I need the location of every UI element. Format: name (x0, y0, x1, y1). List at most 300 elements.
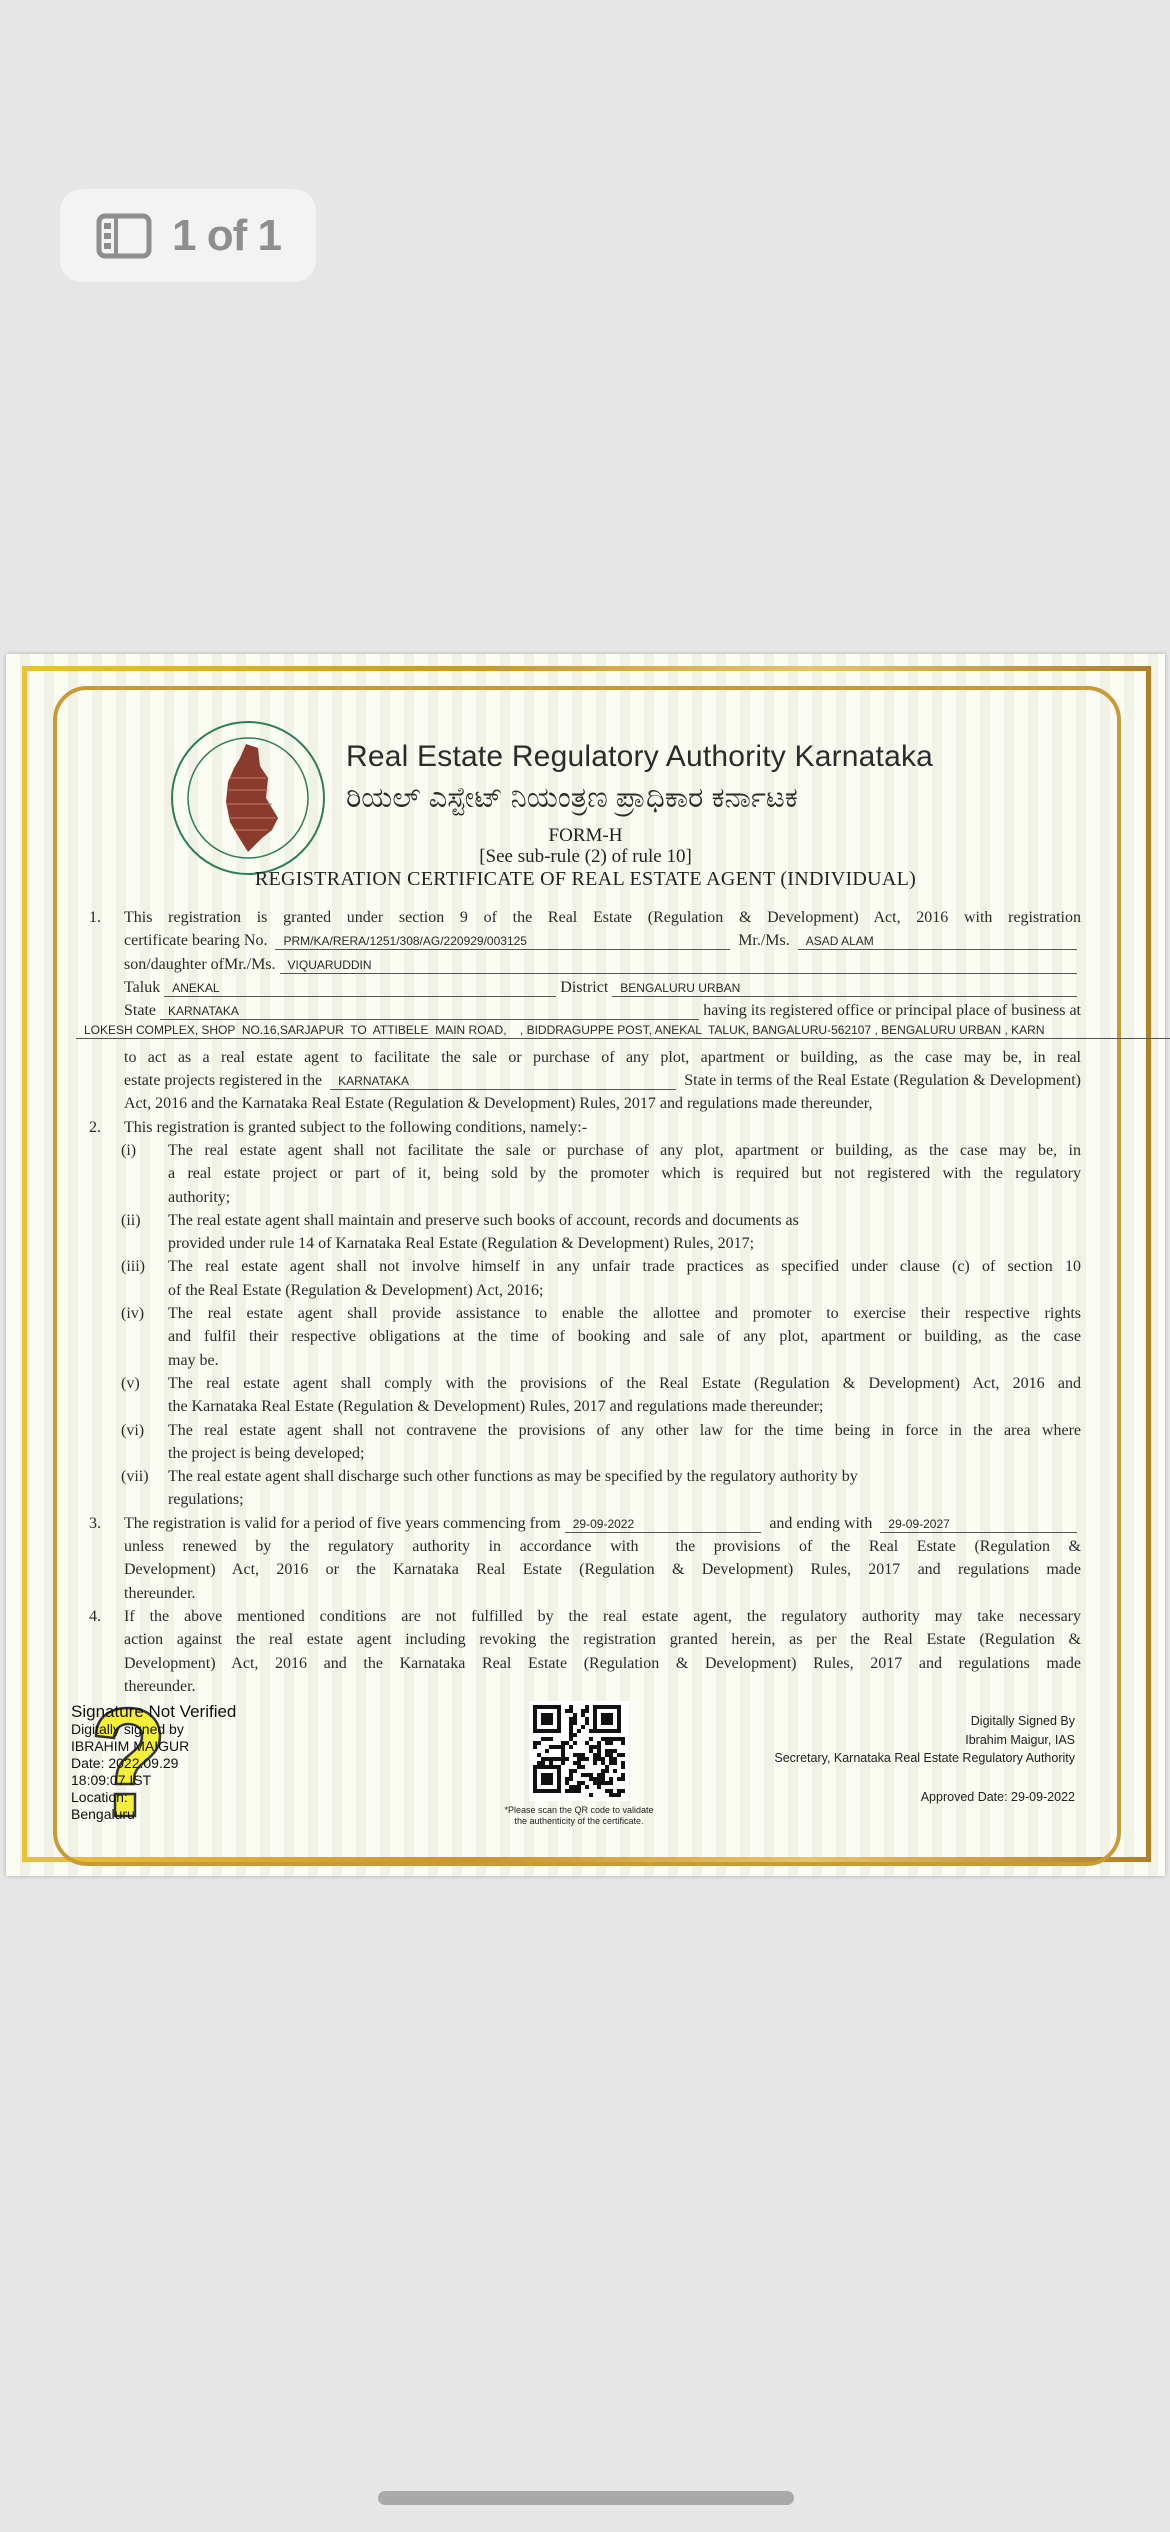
qr-module (605, 1789, 609, 1793)
text-segment: The registration is valid for a period of five years commencing from (124, 1514, 561, 1532)
certificate-line (6, 1349, 1165, 1372)
qr-module (533, 1741, 537, 1745)
condition-numeral: (vi) (121, 1421, 145, 1439)
qr-module (609, 1741, 613, 1745)
qr-module (581, 1709, 585, 1713)
qr-module (573, 1769, 577, 1773)
qr-module (569, 1725, 573, 1729)
qr-module (601, 1769, 605, 1773)
qr-module (573, 1741, 577, 1745)
text-segment: authority; (168, 1188, 231, 1206)
text-segment: action against the real estate agent including revoking the registration granted herein, as per the Real Estate (Regulation & (124, 1631, 1081, 1649)
certificate-line (6, 1092, 1165, 1115)
qr-module (569, 1745, 573, 1749)
qr-module (605, 1765, 609, 1769)
signature-line: Location: (71, 1789, 128, 1805)
filled-field: 29-09-2027 (880, 1516, 1077, 1533)
text-segment: Development) Act, 2016 and the Karnataka Real Estate (Regulation & Development) Rules, 2017 and regulations made (124, 1654, 1081, 1672)
qr-module (601, 1713, 613, 1725)
certificate-line (6, 906, 1165, 929)
certificate-line (6, 1372, 1165, 1395)
qr-module (581, 1757, 585, 1761)
qr-module (569, 1721, 573, 1725)
qr-module (541, 1757, 545, 1761)
qr-module (577, 1757, 581, 1761)
line-text (168, 1279, 1081, 1302)
line-text (168, 1186, 1081, 1209)
qr-module (601, 1737, 605, 1741)
line-text (124, 1046, 1081, 1069)
line-text (124, 1535, 1081, 1558)
line-text (168, 1465, 1081, 1488)
qr-module (569, 1785, 573, 1789)
certificate-line (6, 1582, 1165, 1605)
line-text (124, 1628, 1081, 1651)
qr-module (553, 1757, 557, 1761)
qr-module (569, 1777, 573, 1781)
text-segment: son/daughter ofMr./Ms. (124, 955, 276, 973)
text-segment: This registration is granted under section 9 of the Real Estate (Regulation & Development) Act, 2016 with registration (124, 909, 1081, 926)
qr-module (573, 1753, 577, 1757)
qr-module (577, 1765, 581, 1769)
line-text (168, 1325, 1081, 1348)
text-segment: and ending with (765, 1514, 877, 1532)
line-text (72, 1022, 1170, 1039)
qr-module (589, 1729, 593, 1733)
qr-module (545, 1749, 549, 1753)
line-text (168, 1488, 1081, 1511)
line-text (124, 1675, 1081, 1698)
digital-signature-block[interactable] (71, 1702, 241, 1823)
signatory-block (774, 1712, 1075, 1806)
qr-module (549, 1737, 553, 1741)
line-text (124, 929, 1081, 952)
qr-module (621, 1761, 625, 1765)
qr-module (597, 1785, 601, 1789)
certificate-line (6, 1302, 1165, 1325)
qr-module (617, 1753, 621, 1757)
form-name: FORM-H (548, 825, 623, 846)
qr-module (613, 1757, 617, 1761)
filled-field: PRM/KA/RERA/1251/308/AG/220929/003125 (275, 933, 730, 950)
qr-module (597, 1753, 601, 1757)
qr-module (565, 1777, 569, 1781)
certificate-line (6, 1675, 1165, 1698)
condition-numeral: (vii) (121, 1468, 149, 1486)
signer-designation: Secretary, Karnataka Real Estate Regulatory Authority (774, 1751, 1075, 1765)
qr-module (545, 1757, 549, 1761)
qr-module (565, 1741, 569, 1745)
text-segment: estate projects registered in the (124, 1072, 327, 1090)
qr-module (601, 1777, 605, 1781)
text-segment: District (560, 978, 609, 996)
qr-module (569, 1709, 573, 1713)
text-segment: The real estate agent shall not involve himself in any unfair trade practices as specified under clause (c) of section 10 (168, 1258, 1081, 1276)
qr-module (581, 1753, 585, 1757)
qr-module (621, 1765, 625, 1769)
page-indicator[interactable] (60, 189, 316, 282)
qr-module (561, 1741, 565, 1745)
qr-module (537, 1741, 541, 1745)
qr-module (561, 1749, 565, 1753)
qr-module (597, 1781, 601, 1785)
line-text (124, 953, 1081, 976)
text-segment: The real estate agent shall comply with the provisions of the Real Estate (Regulation & Development) Act, 2016 and (168, 1374, 1081, 1392)
qr-module (601, 1761, 605, 1765)
qr-module (577, 1761, 581, 1765)
qr-module (585, 1721, 589, 1725)
qr-module (569, 1789, 573, 1793)
qr-module (617, 1789, 621, 1793)
text-segment: State in terms of the Real Estate (Regulation & Development) (680, 1072, 1081, 1090)
qr-module (573, 1713, 577, 1717)
authority-title-kannada: ರಿಯಲ್ ಎಸ್ಟೇಟ್ ನಿಯಂತ್ರಣ ಪ್ರಾಧಿಕಾರ ಕರ್ನಾಟಕ (346, 782, 798, 814)
line-text (124, 1512, 1081, 1535)
qr-module (541, 1761, 545, 1765)
qr-module (541, 1737, 545, 1741)
qr-module (545, 1737, 549, 1741)
qr-module (589, 1773, 593, 1777)
qr-module (593, 1781, 597, 1785)
certificate-line (6, 976, 1165, 999)
qr-module (541, 1713, 553, 1725)
qr-module (593, 1745, 597, 1749)
text-segment: This registration is granted subject to the following conditions, namely:- (124, 1118, 588, 1136)
form-subrule: [See sub-rule (2) of rule 10] (479, 846, 692, 867)
signature-line: 18:09:07 IST (71, 1772, 152, 1788)
qr-module (617, 1793, 621, 1797)
certificate-line (6, 1442, 1165, 1465)
line-text (124, 999, 1081, 1022)
qr-module (573, 1733, 577, 1737)
signature-line: IBRAHIM MAIGUR (71, 1738, 190, 1754)
text-segment: The real estate agent shall not facilitate the sale or purchase of any plot, apartment or building, as the case may be, in (168, 1141, 1081, 1159)
qr-module (621, 1777, 625, 1781)
qr-module (557, 1745, 561, 1749)
qr-module (613, 1793, 617, 1797)
qr-module (549, 1757, 553, 1761)
signed-by-label: Digitally Signed By (970, 1714, 1075, 1728)
qr-module (577, 1729, 581, 1733)
certificate-line (6, 1046, 1165, 1069)
certificate-line (6, 999, 1165, 1022)
line-text (168, 1442, 1081, 1465)
qr-module (609, 1749, 613, 1753)
qr-module (569, 1705, 573, 1709)
page-count: 1 of 1 (172, 210, 281, 260)
approved-date: Approved Date: 29-09-2022 (920, 1789, 1075, 1804)
qr-module (617, 1777, 621, 1781)
qr-module (549, 1745, 553, 1749)
qr-module (593, 1761, 597, 1765)
qr-module (593, 1753, 597, 1757)
qr-caption-line: the authenticity of the certificate. (514, 1816, 644, 1826)
condition-numeral: (i) (121, 1141, 137, 1159)
qr-module (605, 1749, 609, 1753)
certificate-line (6, 1162, 1165, 1185)
qr-module (565, 1757, 569, 1761)
filled-field: BENGALURU URBAN (612, 980, 1077, 997)
text-segment: thereunder. (124, 1677, 196, 1695)
certificate-line (6, 1395, 1165, 1418)
qr-module (565, 1789, 569, 1793)
qr-module (617, 1737, 621, 1741)
line-text (168, 1209, 1081, 1232)
qr-module (609, 1789, 613, 1793)
text-segment: The real estate agent shall maintain and preserve such books of account, records and documents as (168, 1211, 799, 1229)
condition-numeral: (v) (121, 1374, 140, 1392)
line-text (168, 1232, 1081, 1255)
certificate-line (6, 1465, 1165, 1488)
clause-number: 4. (89, 1607, 101, 1625)
certificate-line (6, 953, 1165, 976)
qr-module (569, 1769, 573, 1773)
qr-module (585, 1785, 589, 1789)
line-text (124, 1605, 1081, 1628)
qr-module (561, 1761, 565, 1765)
qr-module (613, 1737, 617, 1741)
qr-module (573, 1717, 577, 1721)
clause-number: 1. (89, 909, 101, 926)
qr-module (577, 1789, 581, 1793)
clause-number: 3. (89, 1514, 101, 1532)
qr-module (621, 1773, 625, 1777)
qr-module (621, 1753, 625, 1757)
certificate-line (6, 1255, 1165, 1278)
qr-module (589, 1749, 593, 1753)
certificate-line (6, 1325, 1165, 1348)
line-text (168, 1255, 1081, 1278)
qr-module (585, 1757, 589, 1761)
text-segment: of the Real Estate (Regulation & Development) Act, 2016; (168, 1281, 544, 1299)
qr-module (573, 1761, 577, 1765)
qr-module (585, 1709, 589, 1713)
qr-module (565, 1781, 569, 1785)
text-segment: having its registered office or principal place of business at (703, 1002, 1081, 1020)
qr-module (593, 1777, 597, 1781)
line-text (124, 1558, 1081, 1581)
qr-module (609, 1761, 613, 1765)
qr-module (589, 1745, 593, 1749)
qr-module (597, 1757, 601, 1761)
qr-module (593, 1757, 597, 1761)
qr-module (597, 1741, 601, 1745)
text-segment: to act as a real estate agent to facilitate the sale or purchase of any plot, apartment or building, as the case may be, in real (124, 1048, 1081, 1066)
qr-module (585, 1773, 589, 1777)
text-segment: provided under rule 14 of Karnataka Real Estate (Regulation & Development) Rules, 2017; (168, 1235, 755, 1253)
qr-module (569, 1737, 573, 1741)
qr-module (621, 1737, 625, 1741)
certificate-line (6, 1022, 1165, 1045)
signature-line: Bengaluru (71, 1806, 135, 1822)
text-segment: The real estate agent shall not contravene the provisions of any other law for the time being in force in the area where (168, 1421, 1081, 1439)
qr-module (561, 1745, 565, 1749)
qr-module (585, 1717, 589, 1721)
filled-field: KARNATAKA (160, 1003, 699, 1020)
qr-module (605, 1781, 609, 1785)
text-segment: The real estate agent shall discharge such other functions as may be specified by the regulatory authority by (168, 1468, 858, 1486)
text-segment: If the above mentioned conditions are not fulfilled by the real estate agent, the regulatory authority may take necessary (124, 1607, 1081, 1625)
certificate-line (6, 1605, 1165, 1628)
line-text (168, 1419, 1081, 1442)
text-segment: regulations; (168, 1491, 244, 1509)
certificate-line (6, 1558, 1165, 1581)
qr-module (621, 1741, 625, 1745)
qr-module (597, 1777, 601, 1781)
qr-module (609, 1753, 613, 1757)
qr-module (613, 1769, 617, 1773)
qr-module (605, 1737, 609, 1741)
line-text (124, 1069, 1081, 1092)
text-segment: certificate bearing No. (124, 932, 272, 950)
qr-module (589, 1777, 593, 1781)
certificate-line (6, 1512, 1165, 1535)
qr-module (621, 1789, 625, 1793)
signature-status: Signature Not Verified (71, 1702, 237, 1721)
certificate-line (6, 1652, 1165, 1675)
qr-module (589, 1793, 593, 1797)
authority-title: Real Estate Regulatory Authority Karnataka (346, 740, 934, 773)
home-indicator[interactable] (378, 2491, 794, 2505)
qr-module (569, 1729, 573, 1733)
qr-module (585, 1705, 589, 1709)
qr-module (601, 1781, 605, 1785)
qr-module (581, 1765, 585, 1769)
text-segment: a real estate project or part of it, being sold by the promoter which is required but not registered with the regulatory (168, 1165, 1081, 1183)
certificate-line (6, 1488, 1165, 1511)
filled-field: LOKESH COMPLEX, SHOP NO.16,SARJAPUR TO ATTIBELE MAIN ROAD, , BIDDRAGUPPE POST, ANEKAL TALUK, BANGALURU-562107 , BENGALURU URBAN , KARN (76, 1022, 1170, 1039)
qr-module (597, 1745, 601, 1749)
qr-module (573, 1789, 577, 1793)
signer-name: Ibrahim Maigur, IAS (965, 1732, 1075, 1747)
qr-module (569, 1717, 573, 1721)
line-text (168, 1372, 1081, 1395)
qr-module (533, 1745, 537, 1749)
line-text (168, 1349, 1081, 1372)
qr-module (605, 1741, 609, 1745)
certificate-line (6, 1419, 1165, 1442)
line-text (168, 1395, 1081, 1418)
qr-module (609, 1793, 613, 1797)
text-segment: the Karnataka Real Estate (Regulation & Development) Rules, 2017 and regulations made thereunder; (168, 1398, 824, 1416)
certificate-line (6, 1116, 1165, 1139)
qr-module (577, 1753, 581, 1757)
certificate-line (6, 1209, 1165, 1232)
text-segment: thereunder. (124, 1584, 196, 1602)
line-text (168, 1302, 1081, 1325)
qr-module (609, 1737, 613, 1741)
qr-module (573, 1785, 577, 1789)
qr-module (537, 1761, 541, 1765)
qr-module (541, 1773, 553, 1785)
qr-module (565, 1709, 569, 1713)
filled-field: KARNATAKA (330, 1073, 676, 1090)
text-segment: Mr./Ms. (734, 932, 794, 950)
certificate-line (6, 1139, 1165, 1162)
qr-module (597, 1773, 601, 1777)
qr-module (573, 1721, 577, 1725)
line-text (168, 1162, 1081, 1185)
qr-module (585, 1741, 589, 1745)
clause-number: 2. (89, 1118, 101, 1136)
qr-module (537, 1753, 541, 1757)
qr-module (581, 1725, 585, 1729)
qr-module (605, 1753, 609, 1757)
certificate-line (6, 1628, 1165, 1651)
text-segment: Development) Act, 2016 or the Karnataka Real Estate (Regulation & Development) Rules, 2017 and regulations made (124, 1561, 1081, 1579)
filled-field: VIQUARUDDIN (280, 957, 1077, 974)
qr-module (609, 1777, 613, 1781)
qr-module (577, 1781, 581, 1785)
qr-module (569, 1773, 573, 1777)
certificate-body (6, 906, 1165, 1698)
certificate-line (6, 1535, 1165, 1558)
text-segment: the project is being developed; (168, 1444, 365, 1462)
qr-module (561, 1757, 565, 1761)
qr-module (581, 1713, 585, 1717)
text-segment: The real estate agent shall provide assistance to enable the allottee and promoter to exercise their respective rights (168, 1305, 1081, 1323)
qr-caption (476, 1805, 682, 1827)
certificate-line (6, 1232, 1165, 1255)
certificate-heading: REGISTRATION CERTIFICATE OF REAL ESTATE AGENT (INDIVIDUAL) (254, 868, 917, 890)
qr-module (597, 1749, 601, 1753)
qr-module (601, 1773, 605, 1777)
line-text (124, 1092, 1081, 1115)
qr-caption-line: *Please scan the QR code to validate (504, 1805, 654, 1815)
qr-module (613, 1761, 617, 1765)
text-segment: Taluk (124, 978, 161, 996)
qr-module (569, 1733, 573, 1737)
qr-module (553, 1745, 557, 1749)
filled-field: ASAD ALAM (798, 933, 1077, 950)
qr-module (577, 1785, 581, 1789)
signature-line: Date: 2022.09.29 (71, 1755, 179, 1771)
line-text (124, 1652, 1081, 1675)
qr-module (609, 1781, 613, 1785)
qr-module (561, 1753, 565, 1757)
certificate-line (6, 1186, 1165, 1209)
condition-numeral: (iv) (121, 1305, 145, 1323)
certificate-document (6, 654, 1165, 1876)
certificate-line (6, 929, 1165, 952)
qr-module (589, 1737, 593, 1741)
text-segment: State (124, 1002, 156, 1020)
text-segment: and fulfil their respective obligations at the time of booking and sale of any plot, apartment or building, as the case (168, 1328, 1081, 1346)
qr-module (557, 1757, 561, 1761)
qr-module (613, 1749, 617, 1753)
qr-module (609, 1757, 613, 1761)
text-segment: Act, 2016 and the Karnataka Real Estate (Regulation & Development) Rules, 2017 and regulations made thereunder, (124, 1095, 873, 1113)
condition-numeral: (ii) (121, 1211, 141, 1229)
certificate-line (6, 1279, 1165, 1302)
filled-field: ANEKAL (164, 980, 556, 997)
signature-line: Digitally signed by (71, 1721, 184, 1737)
qr-module (581, 1781, 585, 1785)
line-text (124, 1116, 1081, 1139)
qr-module (605, 1769, 609, 1773)
qr-module (601, 1757, 605, 1761)
line-text (124, 906, 1081, 929)
qr-code (529, 1701, 629, 1801)
sidebar-icon (96, 213, 152, 259)
line-text (124, 976, 1081, 999)
condition-numeral: (iii) (121, 1258, 145, 1276)
line-text (124, 1582, 1081, 1605)
text-segment: may be. (168, 1351, 219, 1369)
qr-module (581, 1773, 585, 1777)
certificate-line (6, 1069, 1165, 1092)
qr-module (549, 1761, 553, 1765)
